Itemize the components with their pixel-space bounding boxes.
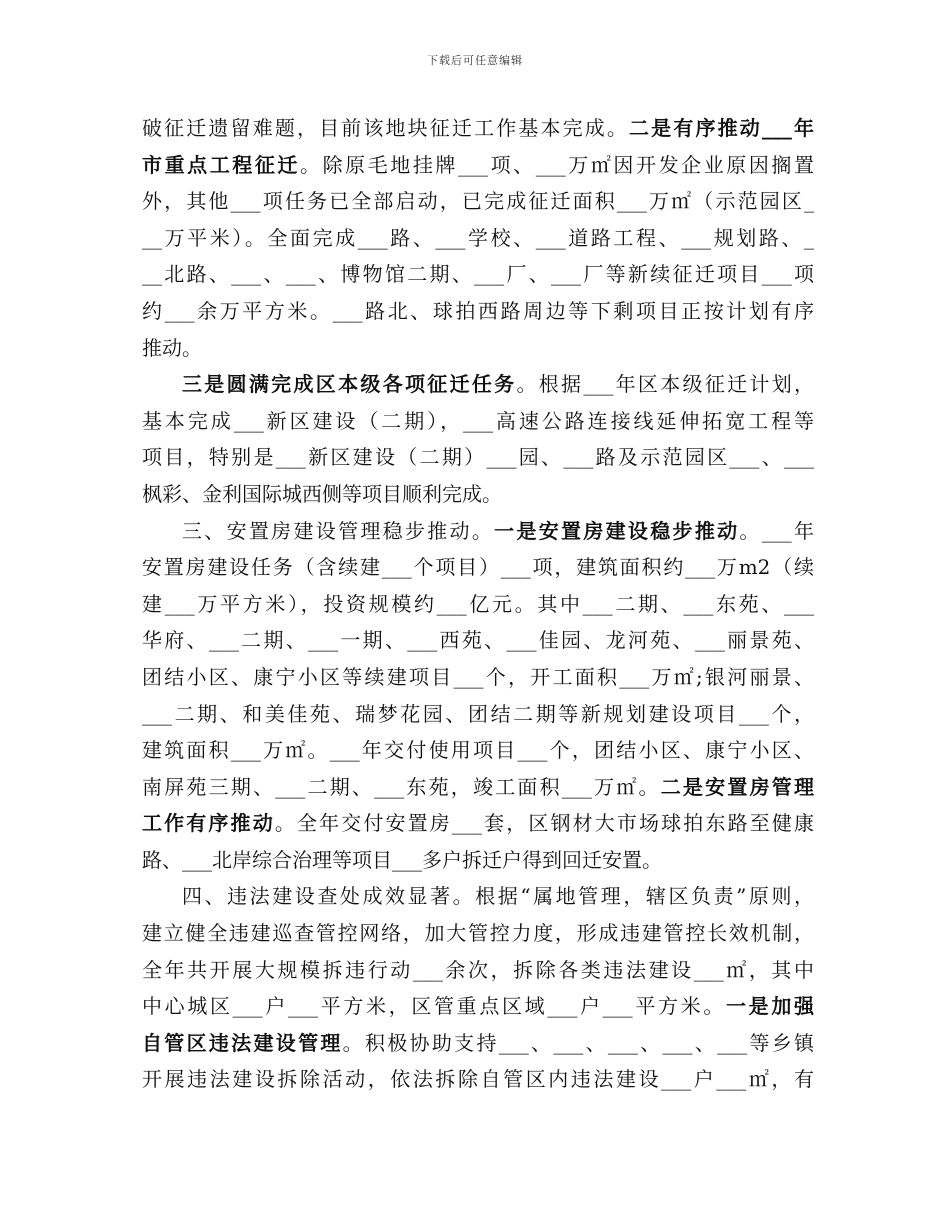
text-segment: 。除原毛地挂牌___项、___万㎡因开发企业原因搁置: [300, 152, 814, 177]
text-segment: ___二期、和美佳苑、瑞梦花园、团结二期等新规划建设项目___个，: [142, 701, 814, 726]
text-line: [142, 769, 814, 806]
text-line: [142, 988, 814, 1025]
bold-text-segment: 二是安置房管理: [660, 774, 814, 799]
text-segment: 全年共开展大规模拆违行动___余次，拆除各类违法建设___㎡，其中: [142, 957, 814, 982]
text-line: [142, 622, 814, 659]
text-segment: 安置房建设任务（含续建___个项目）___项，建筑面积约___万m2（续: [142, 555, 814, 580]
text-segment: 开展违法建设拆除活动，依法拆除自管区内违法建设___户___㎡，有: [142, 1067, 814, 1092]
text-segment: 建立健全违建巡查管控网络，加大管控力度，形成违建管控长效机制，: [142, 921, 814, 946]
text-line: [142, 110, 814, 147]
text-segment: 路、___北岸综合治理等项目___多户拆迁户得到回迁安置。: [142, 847, 662, 872]
text-line: [142, 842, 814, 879]
document-body: [142, 110, 814, 1098]
bold-text-segment: 二是有序推动___年: [629, 116, 814, 140]
text-segment: 。___年: [739, 518, 814, 543]
text-segment: 。全年交付安置房___套，区钢材大市场球拍东路至健康: [274, 811, 814, 836]
text-line: [142, 805, 814, 842]
text-line: [142, 586, 814, 623]
text-segment: 三、安置房建设管理稳步推动。: [182, 518, 495, 543]
text-line: [142, 878, 814, 915]
text-line: [142, 366, 814, 403]
bold-text-segment: 工作有序推动: [142, 811, 275, 836]
text-segment: 外，其他___项任务已全部启动，已完成征迁面积___万㎡（示范园区_: [142, 189, 814, 214]
bold-text-segment: 自管区违法建设管理: [142, 1030, 343, 1055]
text-line: [142, 403, 814, 440]
text-line: [142, 915, 814, 952]
bold-text-segment: 一是安置房建设稳步推动: [494, 518, 740, 543]
text-line: [142, 952, 814, 989]
text-line: [142, 1061, 814, 1098]
text-line: [142, 732, 814, 769]
text-line: [142, 439, 814, 476]
text-line: [142, 659, 814, 696]
text-segment: 。积极协助支持___、___、___、___、___等乡镇: [342, 1030, 814, 1055]
text-line: [142, 513, 814, 550]
text-line: [142, 183, 814, 220]
text-segment: 团结小区、康宁小区等续建项目___个，开工面积___万㎡;银河丽景、: [142, 664, 814, 689]
bold-text-segment: 市重点工程征迁: [142, 152, 300, 177]
text-segment: 枫彩、金利国际城西侧等项目顺利完成。: [142, 481, 502, 506]
text-line: [142, 1025, 814, 1062]
text-segment: 破征迁遗留难题，目前该地块征迁工作基本完成。: [142, 116, 630, 140]
text-segment: 南屏苑三期、___二期、___东苑，竣工面积___万㎡。: [142, 774, 661, 799]
text-segment: 。根据___年区本级征迁计划，: [516, 372, 814, 397]
text-line: [142, 147, 814, 184]
text-line: [142, 476, 814, 513]
text-segment: 四、违法建设查处成效显著。根据“属地管理，辖区负责”原则，: [182, 884, 814, 909]
page-header: 下载后可任意编辑: [427, 54, 523, 67]
text-segment: 约___余万平方米。___路北、球拍西路周边等下剩项目正按计划有序: [142, 298, 814, 323]
text-segment: 推动。: [142, 335, 202, 360]
bold-text-segment: 三是圆满完成区本级各项征迁任务: [182, 372, 517, 397]
text-line: [142, 330, 814, 367]
text-line: [142, 256, 814, 293]
text-segment: __万平米）。全面完成___路、___学校、___道路工程、___规划路、_: [142, 225, 814, 250]
text-segment: __北路、___、___、博物馆二期、___厂、___厂等新续征迁项目___项: [142, 262, 814, 287]
text-segment: 华府、___二期、___一期、___西苑、___佳园、龙河苑、___丽景苑、: [142, 628, 814, 653]
text-line: [142, 293, 814, 330]
text-segment: 中心城区___户___平方米，区管重点区域___户___平方米。: [142, 994, 726, 1019]
text-line: [142, 696, 814, 733]
text-line: [142, 220, 814, 257]
bold-text-segment: 一是加强: [726, 994, 814, 1019]
text-segment: 基本完成___新区建设（二期），___高速公路连接线延伸拓宽工程等: [142, 408, 814, 433]
text-segment: 建筑面积___万㎡。___年交付使用项目___个，团结小区、康宁小区、: [142, 738, 814, 763]
text-segment: 建___万平方米），投资规模约___亿元。其中___二期、___东苑、___: [142, 591, 814, 616]
text-line: [142, 549, 814, 586]
text-segment: 项目，特别是___新区建设（二期）___园、___路及示范园区___、___: [142, 445, 814, 470]
